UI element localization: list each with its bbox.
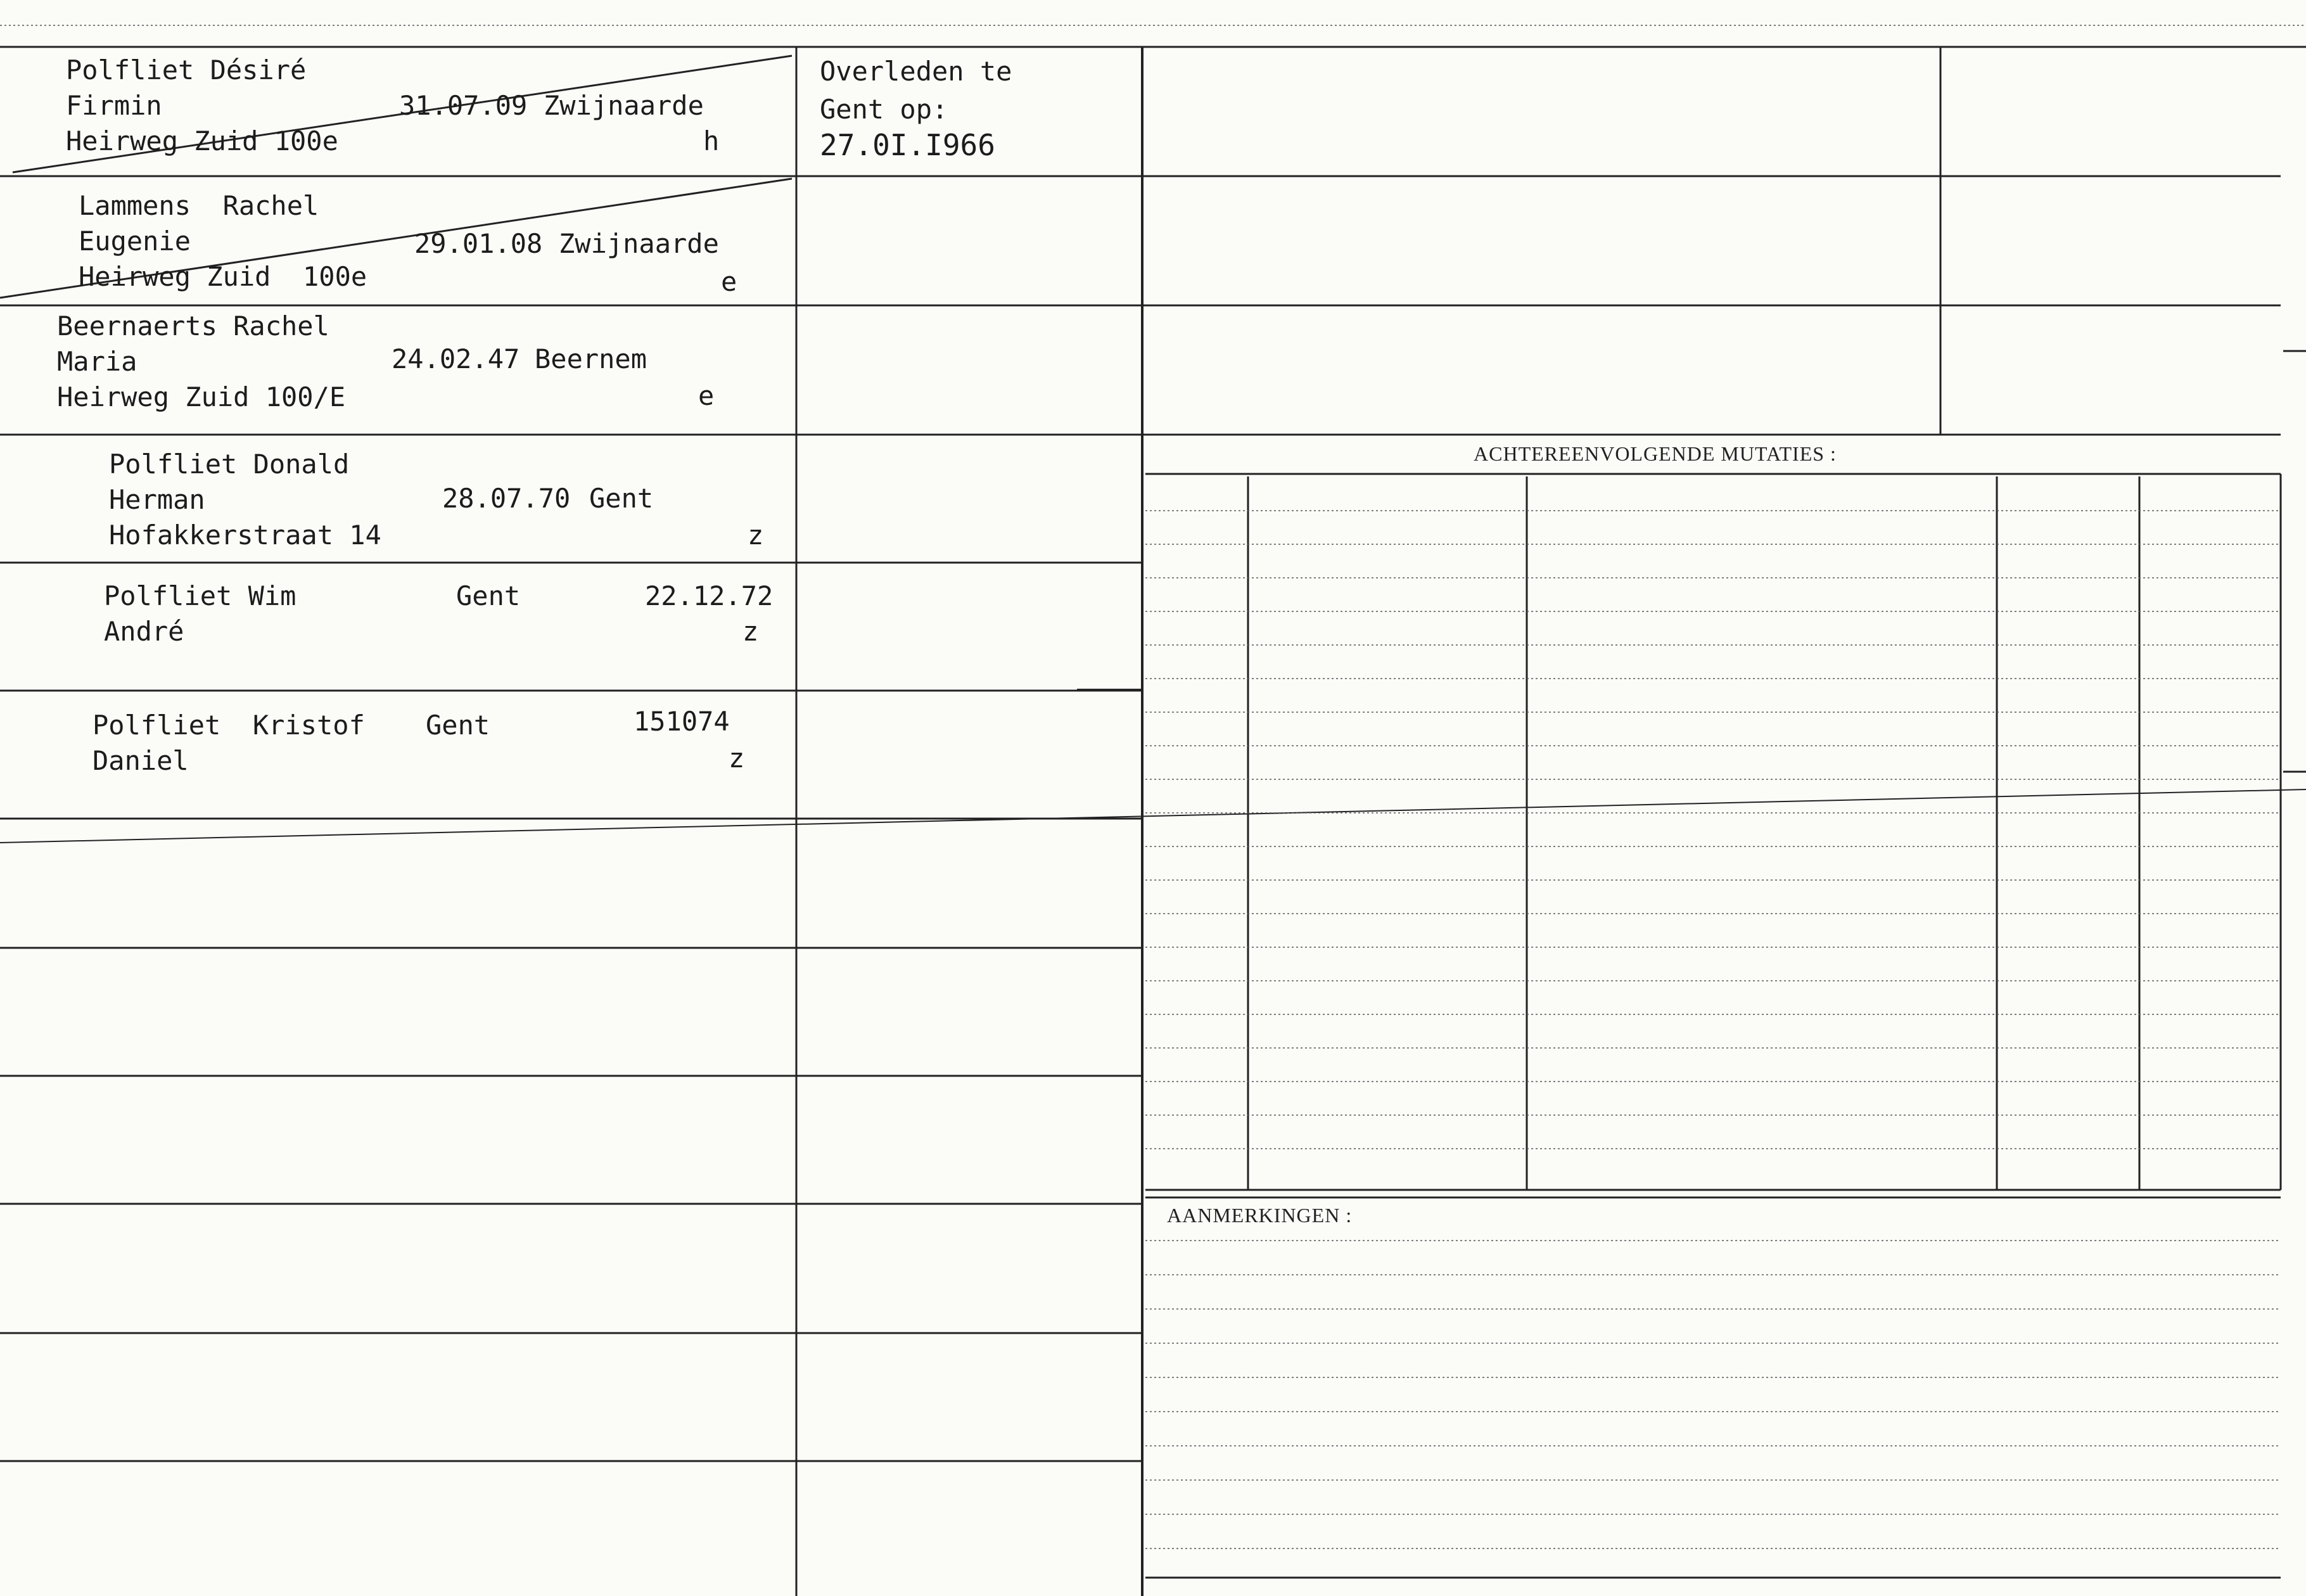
person-4-address: Hofakkerstraat 14 (109, 520, 381, 551)
remarks-header: AANMERKINGEN : (1167, 1204, 1353, 1227)
person-3-name: Beernaerts Rachel (57, 310, 329, 342)
person-3-birth-place: Beernem (535, 343, 647, 374)
person-6-second-name: Daniel (92, 745, 189, 776)
person-6-birth-place: Gent (426, 710, 490, 741)
mutations-header: ACHTEREENVOLGENDE MUTATIES : (1474, 442, 1837, 465)
person-2-name: Lammens Rachel (79, 190, 319, 221)
person-1-address: Heirweg Zuid 100e (66, 125, 338, 156)
person-5-code: z (742, 616, 759, 647)
person-2-birth-date: 29.01.08 (414, 228, 543, 259)
person-6-name: Polfliet Kristof (92, 710, 365, 741)
person-6-birth-date: 151074 (634, 706, 730, 737)
person-1-birth-date: 31.07.09 (399, 90, 528, 121)
person-3-code: e (698, 380, 715, 411)
person-6-code: z (729, 743, 745, 774)
death-note-line-2: Gent op: (820, 94, 948, 125)
person-3-second-name: Maria (57, 346, 137, 377)
person-5-name: Polfliet Wim (104, 580, 296, 611)
person-2-birth-place: Zwijnaarde (559, 228, 719, 259)
person-3-birth-date: 24.02.47 (392, 343, 520, 374)
person-5-birth-date: 22.12.72 (645, 580, 774, 611)
person-1-name: Polfliet Désiré (66, 54, 307, 86)
person-2-code: e (721, 266, 737, 297)
person-4-name: Polfliet Donald (109, 449, 350, 480)
person-4-second-name: Herman (109, 484, 205, 515)
person-1-birth-place: Zwijnaarde (544, 90, 704, 121)
death-note-line-1: Overleden te (820, 56, 1012, 87)
person-4-birth-place: Gent (589, 483, 654, 514)
person-4-code: z (748, 520, 764, 551)
person-1-second-name: Firmin (66, 90, 162, 121)
death-note-line-3: 27.0I.I966 (820, 128, 995, 162)
person-2-second-name: Eugenie (79, 226, 191, 257)
person-4-birth-date: 28.07.70 (442, 483, 571, 514)
person-5-birth-place: Gent (456, 580, 521, 611)
person-1-code: h (703, 125, 720, 156)
person-5-second-name: André (104, 616, 184, 647)
person-3-address: Heirweg Zuid 100/E (57, 381, 346, 412)
person-2-address: Heirweg Zuid 100e (79, 261, 367, 292)
